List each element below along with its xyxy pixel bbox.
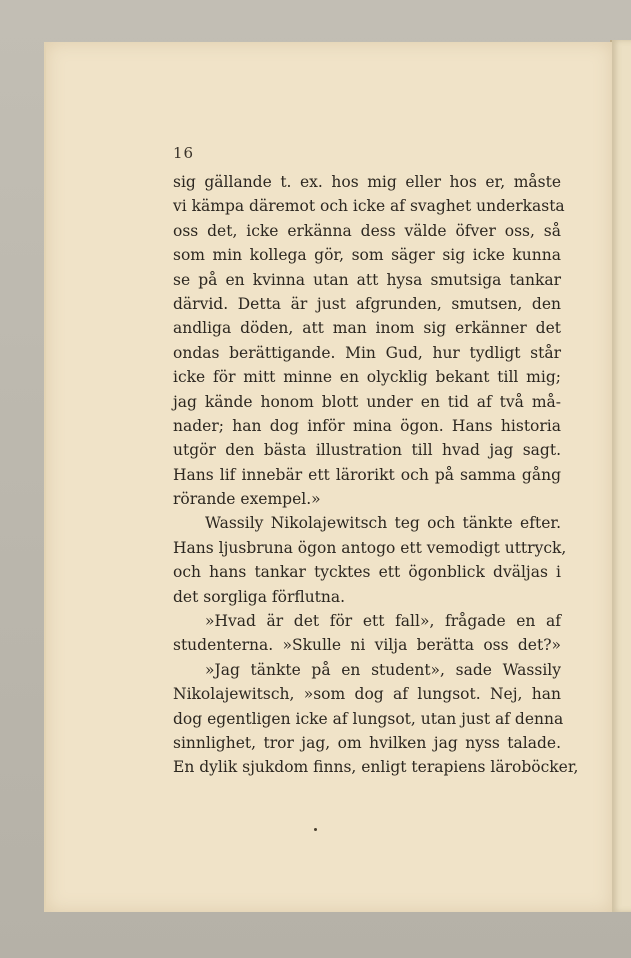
text-line: studenterna. »Skulle ni vilja berätta oss det?» <box>173 636 561 655</box>
text-line: vi kämpa däremot och icke af svaghet underkasta <box>173 197 565 216</box>
text-line: Hans ljusbruna ögon antogo ett vemodigt uttryck, <box>173 538 567 557</box>
text-line: nader; han dog inför mina ögon. Hans historia <box>173 416 561 435</box>
text-line: rörande exempel.» <box>173 490 321 509</box>
text-line: jag kände honom blott under en tid af två må- <box>173 392 561 411</box>
text-line: icke för mitt minne en olycklig bekant till mig; <box>173 368 561 387</box>
text-line: En dylik sjukdom finns, enligt terapiens läroböcker, <box>173 758 579 777</box>
text-line: »Hvad är det för ett fall», frågade en af <box>205 612 561 631</box>
text-line: dog egentligen icke af lungsot, utan just af denna <box>173 709 564 728</box>
text-line: Nikolajewitsch, »som dog af lungsot. Nej, han <box>173 685 561 704</box>
adjacent-page-edge <box>610 40 631 912</box>
text-line: ondas berättigande. Min Gud, hur tydligt står <box>173 343 561 362</box>
text-line: se på en kvinna utan att hysa smutsiga tankar <box>173 270 561 289</box>
text-line: och hans tankar tycktes ett ögonblick dväljas i <box>173 563 561 582</box>
text-line: sig gällande t. ex. hos mig eller hos er, måste <box>173 173 561 191</box>
text-line: det sorgliga förflutna. <box>173 587 346 606</box>
text-line: sinnlighet, tror jag, om hvilken jag nyss talade. <box>173 733 561 752</box>
page-number: 16 <box>173 144 195 162</box>
text-line: Hans lif innebär ett lärorikt och på samma gång <box>173 465 561 484</box>
text-line: andliga döden, att man inom sig erkänner det <box>173 319 561 338</box>
text-line: utgör den bästa illustration till hvad jag sagt. <box>173 441 561 460</box>
text-line: därvid. Detta är just afgrunden, smutsen, den <box>173 294 561 313</box>
text-line: oss det, icke erkänna dess välde öfver oss, så <box>173 221 561 240</box>
text-line: Wassily Nikolajewitsch teg och tänkte efter. <box>205 514 561 533</box>
text-line: som min kollega gör, som säger sig icke kunna <box>173 246 561 265</box>
body-text <box>173 170 579 780</box>
paper-speck <box>314 828 317 831</box>
text-line: »Jag tänkte på en student», sade Wassily <box>205 660 561 679</box>
